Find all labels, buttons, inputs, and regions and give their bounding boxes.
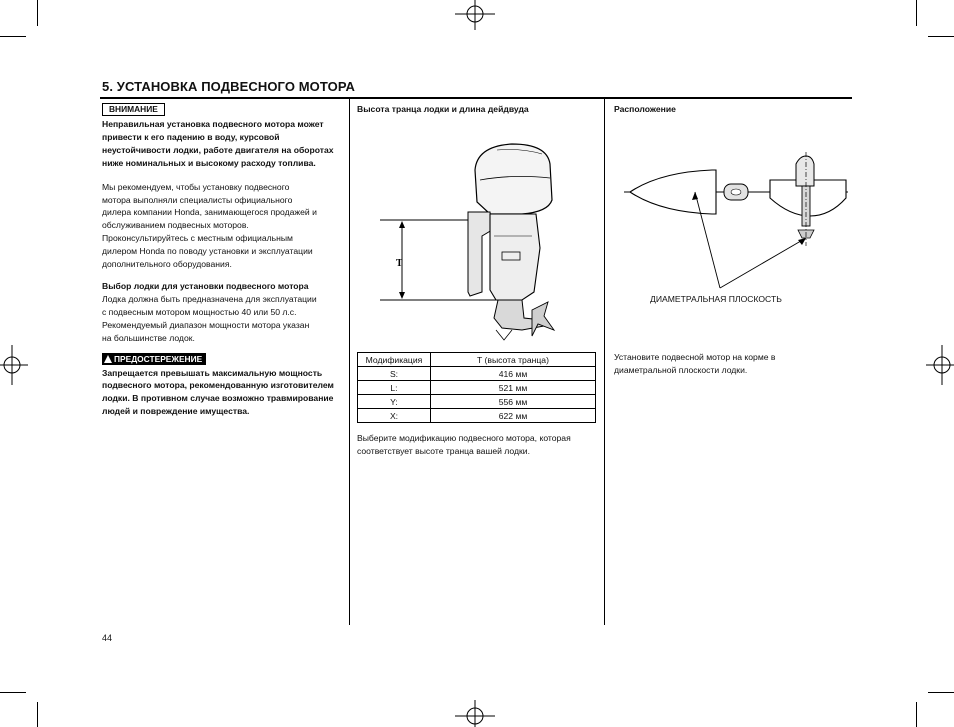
table-header-cell: T (высота транца) [431,353,596,367]
notice-label: ВНИМАНИЕ [102,103,165,116]
text-line: дополнительного оборудования. [102,259,232,270]
text-line: привести к его падению в воду, курсовой [102,131,280,142]
table-row [358,395,596,409]
title-rule [100,97,852,99]
warning-icon [104,355,112,363]
text-line: Проконсультируйтесь с местным официальным [102,233,293,244]
text-line: Лодка должна быть предназначена для эксплуатации [102,293,317,304]
boat-paragraph [102,293,340,345]
registration-mark-left [0,340,28,390]
column-divider [604,99,605,625]
text-line: Установите подвесной мотор на корме в [614,352,776,362]
text-line: диаметральной плоскости лодки. [614,364,748,375]
text-line: дилером Honda по поводу установки и эксплуатации [102,246,313,257]
table-cell: 556 мм [431,395,596,409]
dimension-t-label: T [396,258,403,269]
table-cell: 521 мм [431,381,596,395]
crop-mark [0,36,26,37]
text-line: людей и повреждение имущества. [102,406,250,417]
column-3 [614,103,852,116]
warning-label [102,353,206,365]
text-line: обслуживанием подвесных моторов. [102,220,249,231]
boat-centerline-diagram [620,150,850,300]
table-cell: S: [358,367,431,381]
table-cell: 622 мм [431,409,596,423]
column-divider [349,99,350,625]
text-line: Запрещается превышать максимальную мощность [102,367,323,378]
table-cell: 416 мм [431,367,596,381]
text-line: подвесного мотора, рекомендованную изготовителем [102,380,334,391]
transom-table-wrap [357,352,596,423]
position-note [614,351,852,377]
registration-mark-right [926,340,954,390]
warning-label-text: ПРЕДОСТЕРЕЖЕНИЕ [114,353,203,364]
text-line: соответствует высоте транца вашей лодки. [357,445,530,456]
page-title: 5. УСТАНОВКА ПОДВЕСНОГО МОТОРА [102,79,355,94]
text-line: мотора выполняли специалисты официального [102,194,293,205]
table-header-cell: Модификация [358,353,431,367]
text-line: с подвесным мотором мощностью 40 или 50 л.с. [102,306,297,317]
table-cell: X: [358,409,431,423]
text-line: ниже номинальных и высокому расходу топлива. [102,157,316,168]
boat-heading: Выбор лодки для установки подвесного мотора [102,280,309,291]
table-header-row [358,353,596,367]
transom-note [357,432,597,458]
table-row [358,381,596,395]
crop-mark [37,702,38,727]
registration-mark-top [450,0,500,30]
table-row [358,409,596,423]
column-2 [357,103,597,116]
crop-mark [928,36,954,37]
text-line: неустойчивости лодки, работе двигателя на оборотах [102,144,334,155]
text-line: лодки. В противном случае возможно травмирование [102,393,334,404]
recommend-paragraph [102,181,340,271]
column-1 [102,103,340,418]
text-line: на большинстве лодок. [102,332,195,343]
text-line: Мы рекомендуем, чтобы установку подвесного [102,181,290,192]
crop-mark [928,692,954,693]
registration-mark-bottom [450,700,500,727]
transom-heading: Высота транца лодки и длина дейдвуда [357,104,529,114]
text-line: Выберите модификацию подвесного мотора, которая [357,433,571,443]
crop-mark [0,692,26,693]
crop-mark [37,0,38,26]
outboard-motor-diagram [372,140,562,345]
warning-text [102,367,340,419]
text-line: Рекомендуемый диапазон мощности мотора указан [102,319,310,330]
text-line: дилера компании Honda, занимающегося продажей и [102,207,317,218]
page-number: 44 [102,633,113,643]
table-cell: Y: [358,395,431,409]
centerline-label: ДИАМЕТРАЛЬНАЯ ПЛОСКОСТЬ [650,294,782,304]
position-heading: Расположение [614,104,676,114]
table-row [358,367,596,381]
table-cell: L: [358,381,431,395]
transom-table [357,352,596,423]
crop-mark [916,0,917,26]
crop-mark [916,702,917,727]
text-line: Неправильная установка подвесного мотора может [102,119,324,129]
notice-text [102,118,340,170]
